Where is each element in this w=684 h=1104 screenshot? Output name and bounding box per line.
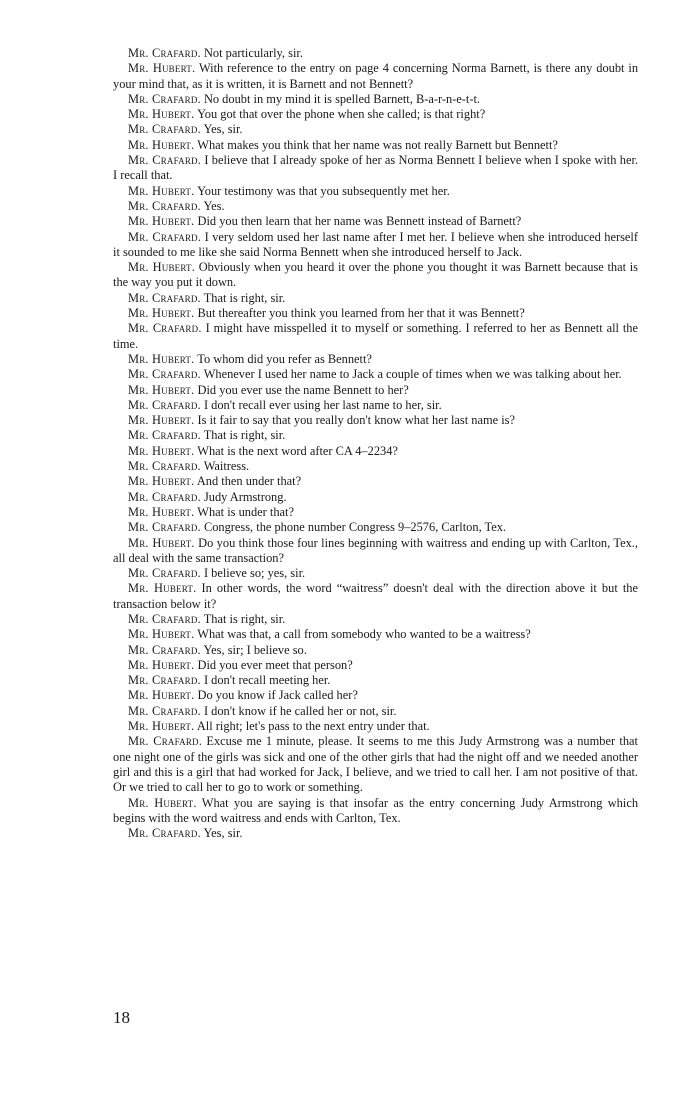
page-number: 18 — [113, 1008, 130, 1027]
speaker-name: Mr. Crafard. — [128, 428, 201, 443]
transcript-line — [113, 643, 638, 658]
line-text: I don't know if he called her or not, sir. — [203, 703, 397, 718]
transcript-line — [113, 520, 638, 535]
speaker-name: Mr. Crafard. — [128, 397, 201, 412]
speaker-name: Mr. Crafard. — [128, 734, 203, 749]
transcript-line — [113, 658, 638, 673]
transcript-line — [113, 138, 638, 153]
line-text: Judy Armstrong. — [203, 489, 287, 504]
line-text: Do you think those four lines beginning with waitress and ending up with Carlton, Tex., all deal with the same transaction? — [113, 535, 638, 565]
transcript-line — [113, 688, 638, 703]
speaker-name: Mr. Crafard. — [128, 153, 202, 168]
speaker-name: Mr. Crafard. — [128, 673, 201, 688]
speaker-name: Mr. Hubert. — [128, 137, 195, 152]
transcript-line — [113, 536, 638, 567]
speaker-name: Mr. Crafard. — [128, 46, 201, 60]
line-text: Waitress. — [203, 459, 250, 474]
speaker-name: Mr. Hubert. — [128, 61, 196, 76]
transcript-line — [113, 796, 638, 827]
line-text: What is the next word after CA 4–2234? — [197, 443, 398, 458]
line-text: Yes, sir; I believe so. — [203, 642, 307, 657]
line-text: Do you know if Jack called her? — [197, 688, 358, 703]
transcript-line — [113, 321, 638, 352]
speaker-name: Mr. Hubert. — [128, 504, 195, 519]
speaker-name: Mr. Hubert. — [128, 581, 197, 596]
transcript-line — [113, 734, 638, 795]
line-text: I believe that I already spoke of her as Norma Bennett I believe when I spoke with her. I recall that. — [113, 153, 638, 183]
line-text: What was that, a call from somebody who wanted to be a waitress? — [197, 627, 531, 642]
line-text: Is it fair to say that you really don't know what her last name is? — [197, 413, 515, 428]
speaker-name: Mr. Hubert. — [128, 306, 195, 321]
speaker-name: Mr. Hubert. — [128, 719, 195, 734]
line-text: With reference to the entry on page 4 concerning Norma Barnett, is there any doubt in your mind that, as it is written, it is Barnett and not Bennett? — [113, 61, 639, 91]
speaker-name: Mr. Crafard. — [128, 520, 201, 535]
speaker-name: Mr. Hubert. — [128, 688, 195, 703]
transcript-line — [113, 153, 638, 184]
line-text: Not particularly, sir. — [203, 46, 303, 60]
speaker-name: Mr. Crafard. — [128, 703, 201, 718]
line-text: Excuse me 1 minute, please. It seems to me this Judy Armstrong was a number that one night one of the girls was sick and one of the other girls that had the night off and we needed another girl and this is a girl that had worked for Jack, I believe, and we tried to call her. I am not positive of that. Or we tried to call her to go to work or something. — [113, 734, 638, 795]
line-text: Did you ever use the name Bennett to her? — [197, 382, 409, 397]
speaker-name: Mr. Hubert. — [128, 474, 195, 489]
speaker-name: Mr. Hubert. — [128, 183, 195, 198]
speaker-name: Mr. Crafard. — [128, 566, 201, 581]
speaker-name: Mr. Crafard. — [128, 229, 202, 244]
line-text: Yes. — [203, 198, 225, 213]
transcript-line — [113, 367, 638, 382]
line-text: What is under that? — [197, 504, 294, 519]
transcript-line — [113, 92, 638, 107]
speaker-name: Mr. Hubert. — [128, 351, 195, 366]
line-text: That is right, sir. — [203, 611, 286, 626]
line-text: I believe so; yes, sir. — [203, 566, 306, 581]
speaker-name: Mr. Crafard. — [128, 321, 202, 336]
line-text: What makes you think that her name was not really Barnett but Bennett? — [197, 137, 558, 152]
transcript-line — [113, 291, 638, 306]
transcript-line — [113, 673, 638, 688]
speaker-name: Mr. Crafard. — [128, 489, 201, 504]
transcript-line — [113, 505, 638, 520]
speaker-name: Mr. Crafard. — [128, 459, 201, 474]
transcript-line — [113, 61, 638, 92]
speaker-name: Mr. Crafard. — [128, 91, 201, 106]
transcript-line — [113, 627, 638, 642]
line-text: Yes, sir. — [203, 826, 243, 841]
line-text: Obviously when you heard it over the phone you thought it was Barnett because that is the way you put it down. — [113, 260, 638, 290]
line-text: And then under that? — [196, 474, 302, 489]
speaker-name: Mr. Hubert. — [128, 214, 195, 229]
line-text: Congress, the phone number Congress 9–2576, Carlton, Tex. — [203, 520, 507, 535]
speaker-name: Mr. Hubert. — [128, 382, 195, 397]
line-text: No doubt in my mind it is spelled Barnett, B-a-r-n-e-t-t. — [203, 91, 481, 106]
line-text: Yes, sir. — [203, 122, 243, 137]
line-text: But thereafter you think you learned from her that it was Bennett? — [197, 306, 525, 321]
transcript-line — [113, 719, 638, 734]
speaker-name: Mr. Crafard. — [128, 367, 201, 382]
speaker-name: Mr. Hubert. — [128, 107, 195, 122]
line-text: In other words, the word “waitress” doesn't deal with the direction above it but the transaction below it? — [113, 581, 638, 611]
line-text: Your testimony was that you subsequently met her. — [197, 183, 450, 198]
transcript-line — [113, 352, 638, 367]
speaker-name: Mr. Hubert. — [128, 535, 195, 550]
transcript-line — [113, 230, 638, 261]
line-text: Did you then learn that her name was Bennett instead of Barnett? — [197, 214, 522, 229]
line-text: You got that over the phone when she called; is that right? — [197, 107, 486, 122]
transcript-line — [113, 383, 638, 398]
line-text: To whom did you refer as Bennett? — [197, 351, 372, 366]
speaker-name: Mr. Crafard. — [128, 611, 201, 626]
transcript-line — [113, 459, 638, 474]
speaker-name: Mr. Hubert. — [128, 260, 196, 275]
speaker-name: Mr. Hubert. — [128, 627, 195, 642]
speaker-name: Mr. Hubert. — [128, 413, 195, 428]
transcript-line — [113, 444, 638, 459]
transcript-line — [113, 704, 638, 719]
speaker-name: Mr. Crafard. — [128, 122, 201, 137]
transcript-line — [113, 581, 638, 612]
line-text: All right; let's pass to the next entry under that. — [196, 719, 430, 734]
transcript-line — [113, 46, 638, 61]
speaker-name: Mr. Hubert. — [128, 443, 195, 458]
speaker-name: Mr. Hubert. — [128, 795, 197, 810]
transcript-body — [113, 46, 638, 841]
transcript-line — [113, 474, 638, 489]
transcript-line — [113, 107, 638, 122]
transcript-line — [113, 490, 638, 505]
line-text: I might have misspelled it to myself or something. I referred to her as Bennett all the time. — [113, 321, 638, 351]
line-text: That is right, sir. — [203, 290, 286, 305]
line-text: Did you ever meet that person? — [197, 657, 353, 672]
line-text: That is right, sir. — [203, 428, 286, 443]
transcript-line — [113, 184, 638, 199]
transcript-line — [113, 566, 638, 581]
line-text: I very seldom used her last name after I met her. I believe when she introduced herself it sounded to me like she said Norma Bennett when she introduced herself to Jack. — [113, 229, 638, 259]
speaker-name: Mr. Crafard. — [128, 290, 201, 305]
speaker-name: Mr. Crafard. — [128, 826, 201, 841]
speaker-name: Mr. Hubert. — [128, 657, 195, 672]
speaker-name: Mr. Crafard. — [128, 642, 201, 657]
speaker-name: Mr. Crafard. — [128, 198, 201, 213]
transcript-line — [113, 413, 638, 428]
transcript-line — [113, 398, 638, 413]
transcript-line — [113, 214, 638, 229]
transcript-line — [113, 428, 638, 443]
line-text: What you are saying is that insofar as the entry concerning Judy Armstrong which begins with the word waitress and ends with Carlton, Tex. — [113, 795, 639, 825]
transcript-line — [113, 122, 638, 137]
line-text: I don't recall meeting her. — [203, 673, 331, 688]
transcript-line — [113, 306, 638, 321]
transcript-line — [113, 260, 638, 291]
transcript-line — [113, 612, 638, 627]
line-text: Whenever I used her name to Jack a couple of times when we was talking about her. — [203, 367, 622, 382]
line-text: I don't recall ever using her last name to her, sir. — [203, 397, 442, 412]
transcript-line — [113, 826, 638, 841]
transcript-line — [113, 199, 638, 214]
